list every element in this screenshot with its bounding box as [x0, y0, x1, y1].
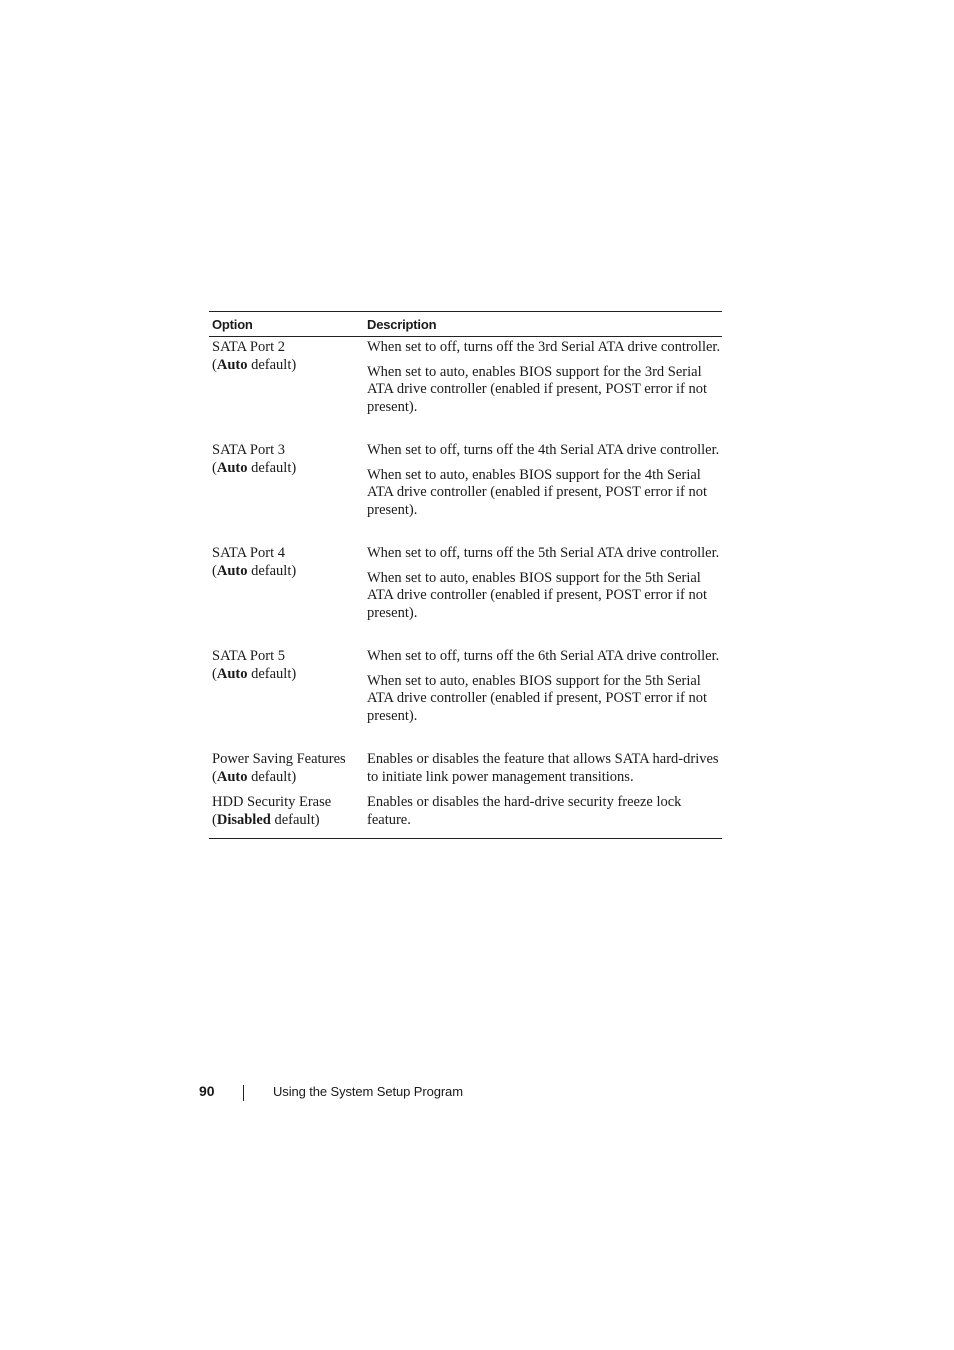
description-paragraph: When set to off, turns off the 3rd Serial ATA drive controller.	[367, 339, 721, 355]
description-paragraph: When set to off, turns off the 5th Serial ATA drive controller.	[367, 545, 720, 561]
table-row	[209, 792, 722, 838]
description-paragraph: When set to off, turns off the 4th Serial ATA drive controller.	[367, 442, 720, 458]
description-paragraph: When set to auto, enables BIOS support for the 5th Serial ATA drive controller (enabled if present, POST error if not present).	[367, 672, 708, 724]
description-cell	[367, 794, 722, 829]
default-suffix: default)	[247, 562, 297, 579]
description-paragraph: When set to auto, enables BIOS support for the 3rd Serial ATA drive controller (enabled if present, POST error if not present).	[367, 363, 708, 415]
table-bottom-rule	[209, 838, 722, 839]
paren-open: (	[212, 768, 217, 785]
table-body	[209, 337, 722, 838]
option-default	[212, 563, 362, 581]
table-row	[209, 543, 722, 646]
option-cell	[212, 751, 362, 786]
description-cell	[367, 648, 722, 725]
table-row	[209, 440, 722, 543]
options-table	[209, 311, 722, 839]
table-row	[209, 749, 722, 792]
description-cell	[367, 545, 722, 622]
description-paragraph: When set to auto, enables BIOS support for the 4th Serial ATA drive controller (enabled if present, POST error if not present).	[367, 466, 708, 518]
option-default	[212, 769, 362, 787]
table-row	[209, 646, 722, 749]
default-suffix: default)	[247, 459, 297, 476]
option-column-header: Option	[212, 316, 253, 332]
option-default	[212, 460, 362, 478]
default-suffix: default)	[270, 811, 320, 828]
option-cell	[212, 339, 362, 374]
option-name: HDD Security Erase	[212, 794, 332, 810]
paren-open: (	[212, 665, 217, 682]
option-cell	[212, 442, 362, 477]
option-name: SATA Port 4	[212, 545, 285, 561]
paren-open: (	[212, 562, 217, 579]
paren-open: (	[212, 356, 217, 373]
default-suffix: default)	[247, 356, 297, 373]
option-cell	[212, 545, 362, 580]
default-value: Auto	[216, 768, 248, 785]
page-number: 90	[199, 1083, 215, 1099]
description-column-header: Description	[367, 316, 437, 332]
table-header	[209, 312, 722, 336]
option-default	[212, 812, 362, 830]
description-paragraph: When set to off, turns off the 6th Serial ATA drive controller.	[367, 648, 720, 664]
description-paragraph: Enables or disables the feature that allows SATA hard-drives to initiate link power management transitions.	[367, 751, 719, 785]
option-default	[212, 357, 362, 375]
default-value: Auto	[216, 562, 248, 579]
footer-title: Using the System Setup Program	[273, 1084, 463, 1099]
default-value: Auto	[216, 459, 248, 476]
paren-open: (	[212, 459, 217, 476]
description-cell	[367, 442, 722, 519]
default-value: Auto	[216, 665, 248, 682]
description-cell	[367, 339, 722, 416]
description-paragraph: Enables or disables the hard-drive security freeze lock feature.	[367, 794, 682, 828]
default-suffix: default)	[247, 665, 297, 682]
description-paragraph: When set to auto, enables BIOS support for the 5th Serial ATA drive controller (enabled if present, POST error if not present).	[367, 569, 708, 621]
default-value: Disabled	[216, 811, 271, 828]
option-name: SATA Port 3	[212, 442, 285, 458]
page-footer	[0, 1083, 954, 1103]
option-cell	[212, 648, 362, 683]
footer-separator	[243, 1085, 244, 1101]
paren-open: (	[212, 811, 217, 828]
option-name: Power Saving Features	[212, 751, 346, 767]
table-row	[209, 337, 722, 440]
option-default	[212, 666, 362, 684]
default-value: Auto	[216, 356, 248, 373]
option-name: SATA Port 5	[212, 648, 285, 664]
default-suffix: default)	[247, 768, 297, 785]
option-name: SATA Port 2	[212, 339, 285, 355]
description-cell	[367, 751, 722, 786]
option-cell	[212, 794, 362, 829]
